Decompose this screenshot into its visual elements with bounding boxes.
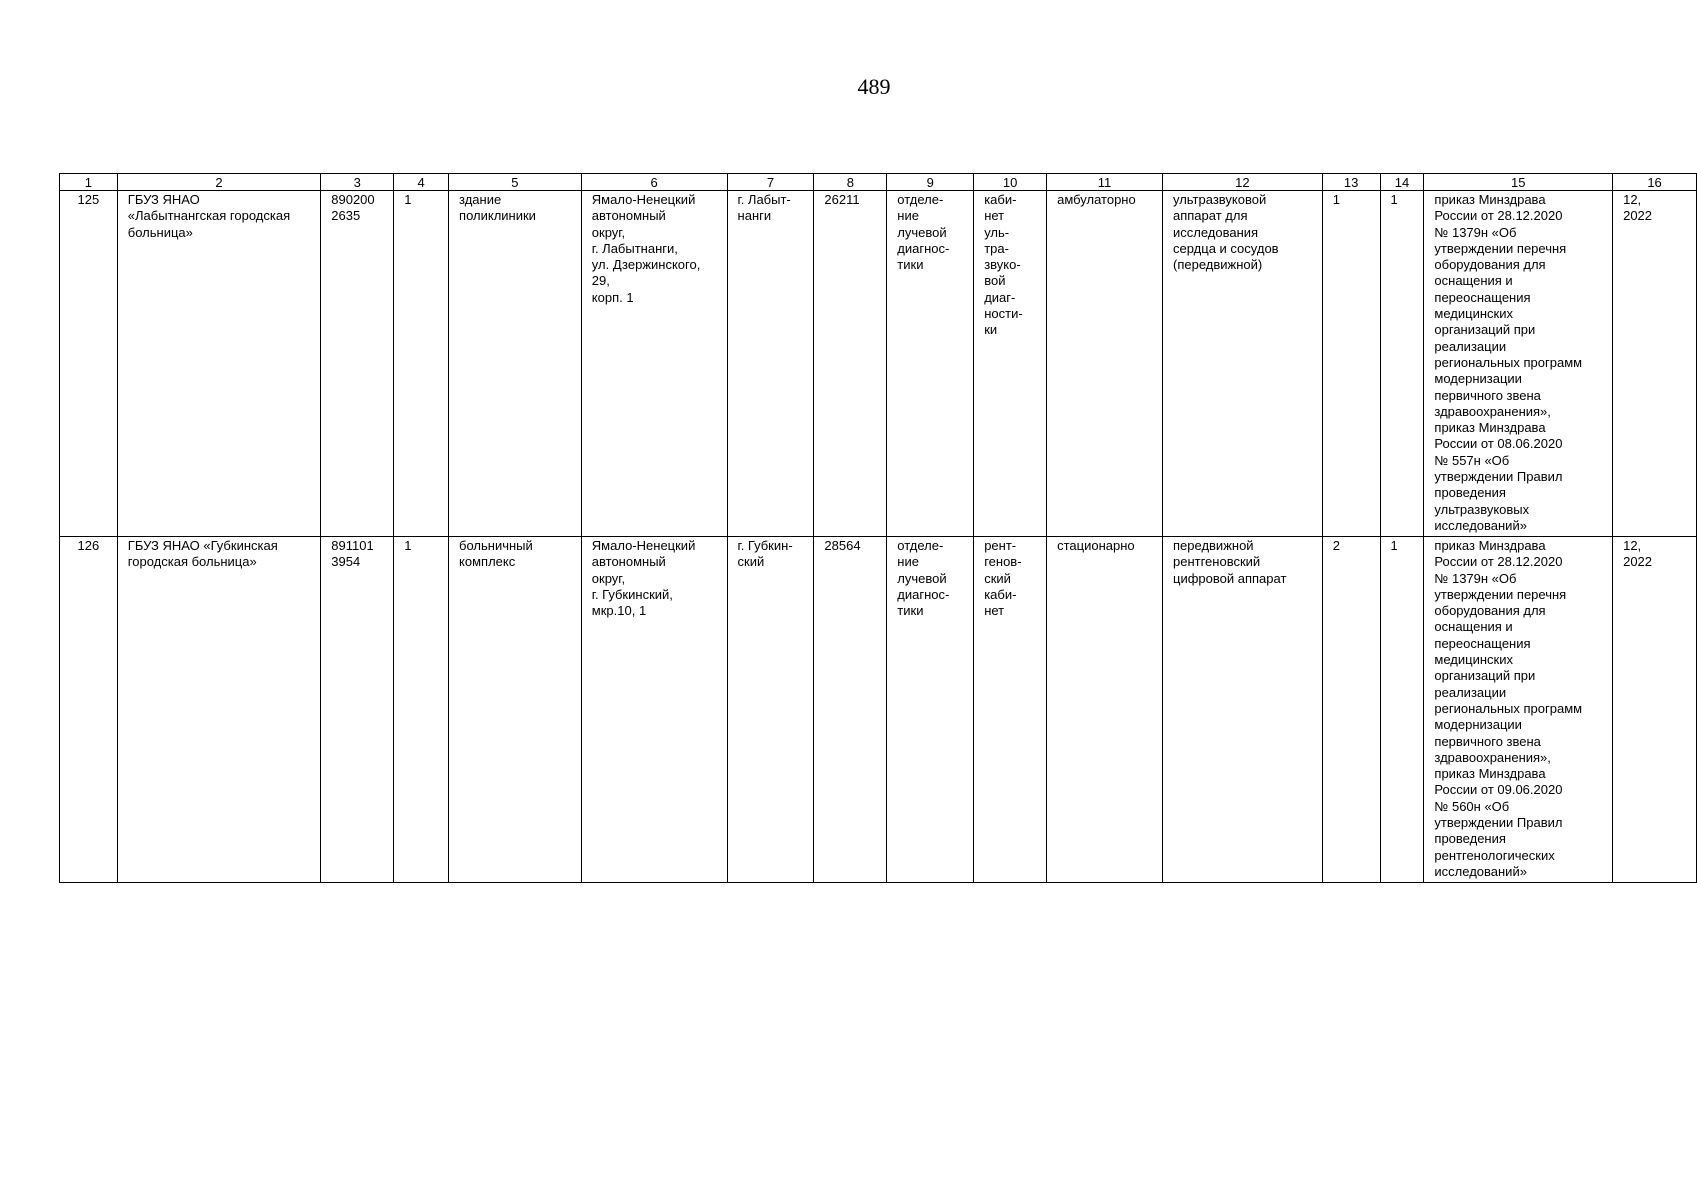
column-header: 12: [1163, 174, 1323, 191]
equipment-name: ультразвуковой аппарат для исследования сердца и сосудов (передвижной): [1163, 191, 1323, 537]
column-header: 15: [1424, 174, 1613, 191]
settlement: г. Губкин- ский: [727, 537, 814, 883]
regulation: приказ Минздрава России от 28.12.2020 № 1379н «Об утверждении перечня оборудования для оснащения и переоснащения медицинских организаций при реализации региональных программ модернизации первичного звена здравоохранения», приказ Минздрава России от 08.06.2020 № 557н «Об утверждении Правил проведения ультразвуковых исследований»: [1424, 191, 1613, 537]
cell-col4: 1: [394, 191, 449, 537]
column-header: 2: [117, 174, 320, 191]
care-conditions: амбулаторно: [1047, 191, 1163, 537]
equipment-name: передвижной рентгеновский цифровой аппарат: [1163, 537, 1323, 883]
population: 28564: [814, 537, 887, 883]
inn-code: 891101 3954: [321, 537, 394, 883]
column-header: 1: [60, 174, 118, 191]
cell-col13: 1: [1322, 191, 1380, 537]
department: отделе- ние лучевой диагнос- тики: [887, 537, 974, 883]
table-row: [60, 537, 1697, 883]
column-header: 9: [887, 174, 974, 191]
equipment-table: [59, 173, 1697, 883]
row-number: 126: [60, 537, 118, 883]
column-header: 4: [394, 174, 449, 191]
care-conditions: стационарно: [1047, 537, 1163, 883]
address: Ямало-Ненецкий автономный округ, г. Лабытнанги, ул. Дзержинского, 29, корп. 1: [581, 191, 727, 537]
column-header: 8: [814, 174, 887, 191]
table-row: [60, 191, 1697, 537]
inn-code: 890200 2635: [321, 191, 394, 537]
column-header: 3: [321, 174, 394, 191]
delivery-date: 12, 2022: [1613, 537, 1697, 883]
cell-col4: 1: [394, 537, 449, 883]
organization-name: ГБУЗ ЯНАО «Лабытнангская городская больница»: [117, 191, 320, 537]
column-header: 6: [581, 174, 727, 191]
unit: каби- нет уль- тра- звуко- вой диаг- ности- ки: [974, 191, 1047, 537]
unit: рент- генов- ский каби- нет: [974, 537, 1047, 883]
column-header: 16: [1613, 174, 1697, 191]
address: Ямало-Ненецкий автономный округ, г. Губкинский, мкр.10, 1: [581, 537, 727, 883]
page-number: 489: [857, 74, 891, 99]
population: 26211: [814, 191, 887, 537]
column-header: 13: [1322, 174, 1380, 191]
settlement: г. Лабыт- нанги: [727, 191, 814, 537]
column-header: 11: [1047, 174, 1163, 191]
column-header: 7: [727, 174, 814, 191]
cell-col14: 1: [1380, 191, 1424, 537]
department: отделе- ние лучевой диагнос- тики: [887, 191, 974, 537]
cell-col14: 1: [1380, 537, 1424, 883]
delivery-date: 12, 2022: [1613, 191, 1697, 537]
column-header: 5: [449, 174, 582, 191]
building-type: больничный комплекс: [449, 537, 582, 883]
organization-name: ГБУЗ ЯНАО «Губкинская городская больница»: [117, 537, 320, 883]
regulation: приказ Минздрава России от 28.12.2020 № 1379н «Об утверждении перечня оборудования для оснащения и переоснащения медицинских организаций при реализации региональных программ модернизации первичного звена здравоохранения», приказ Минздрава России от 09.06.2020 № 560н «Об утверждении Правил проведения рентгенологических исследований»: [1424, 537, 1613, 883]
column-header: 14: [1380, 174, 1424, 191]
column-header: 10: [974, 174, 1047, 191]
cell-col13: 2: [1322, 537, 1380, 883]
row-number: 125: [60, 191, 118, 537]
building-type: здание поликлиники: [449, 191, 582, 537]
column-number-row: [60, 174, 1697, 191]
